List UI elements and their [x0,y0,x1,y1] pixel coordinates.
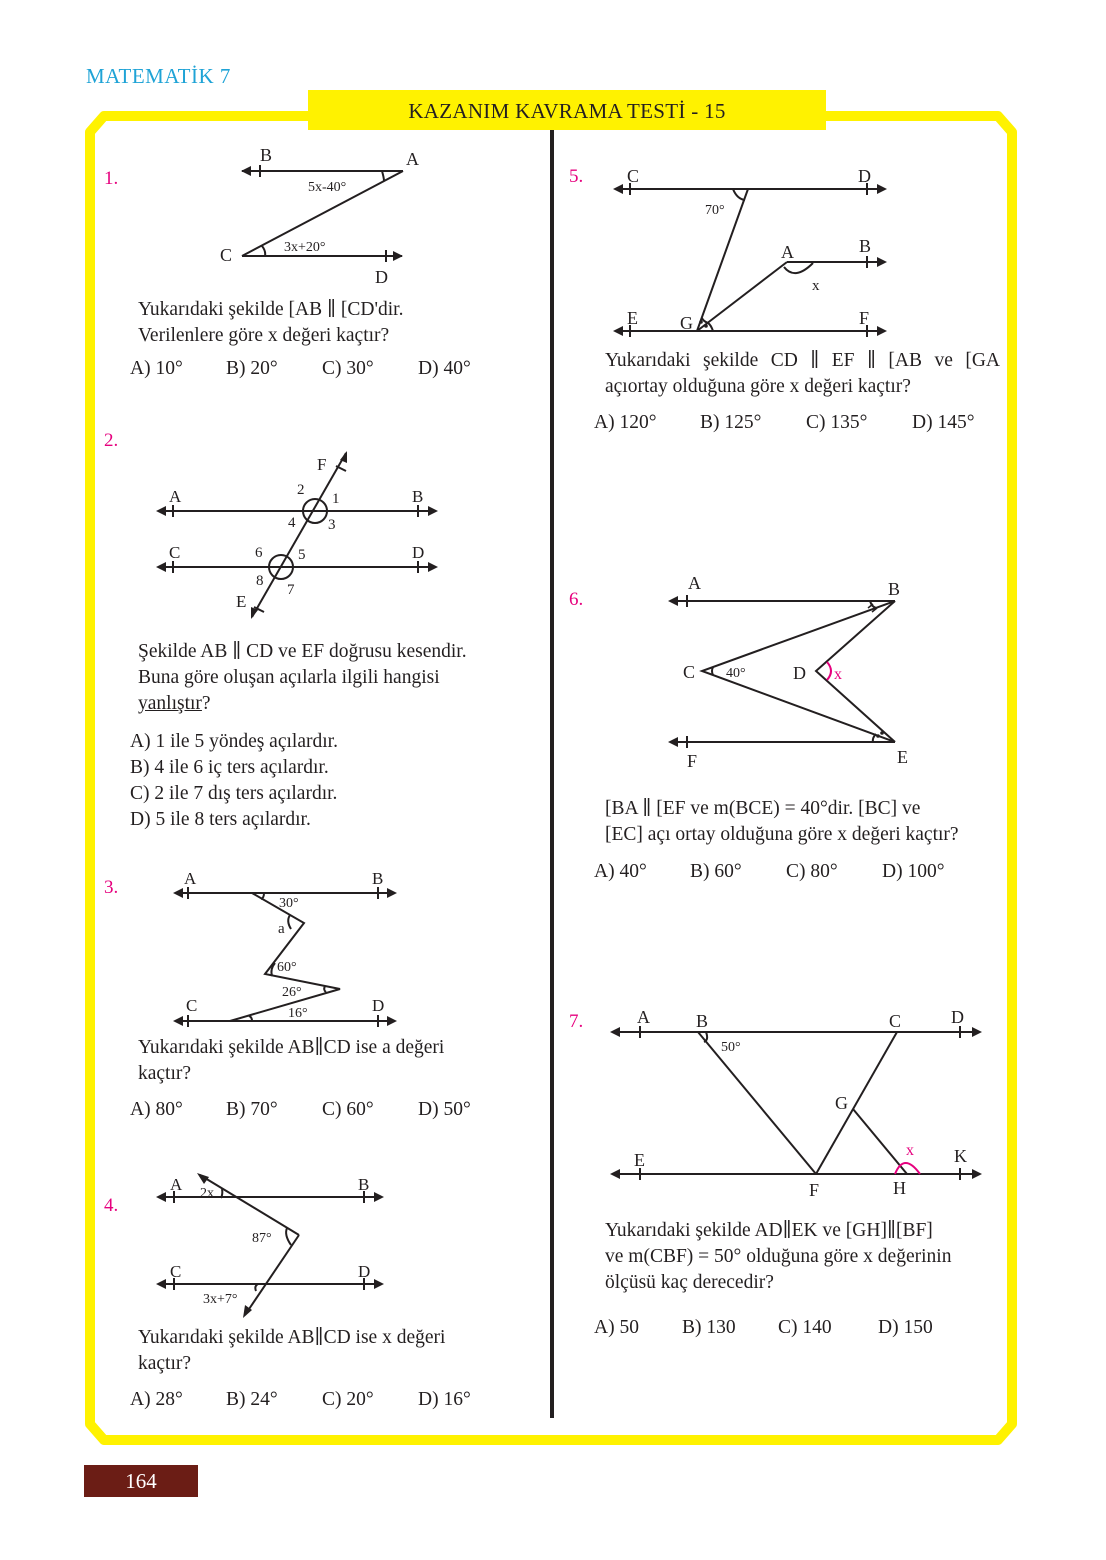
q2-option-a[interactable]: A) 1 ile 5 yöndeş açılardır. [130,731,338,752]
q7-label-c: C [889,1011,902,1031]
q1-option-d[interactable]: D) 40° [418,358,471,379]
q1-line1: Yukarıdaki şekilde [AB ∥ [CD'dir. [138,299,404,320]
q7-option-a[interactable]: A) 50 [594,1317,639,1338]
q2-underlined-word: yanlıştır [138,693,202,714]
q1-option-a[interactable]: A) 10° [130,358,183,379]
q5-option-c[interactable]: C) 135° [806,412,868,433]
q4-label-b: B [358,1175,370,1194]
q2-angle-7: 7 [287,582,295,598]
q3-option-d[interactable]: D) 50° [418,1099,471,1120]
q6-label-e: E [897,747,908,767]
q5-number: 5. [569,166,584,187]
q3-option-a[interactable]: A) 80° [130,1099,183,1120]
q6-label-c: C [683,662,696,682]
q5-angle-70: 70° [705,203,725,218]
q4-figure [150,1165,400,1325]
q4-option-b[interactable]: B) 24° [226,1389,278,1410]
q7-text [605,1218,951,1296]
q4-text [138,1325,445,1377]
q2-number: 2. [104,430,119,451]
q6-line2: [EC] açı ortay olduğuna göre x değeri kaçtır? [605,824,959,845]
q2-option-b[interactable]: B) 4 ile 6 iç ters açılardır. [130,757,329,778]
q3-line1: Yukarıdaki şekilde AB∥CD ise a değeri [138,1037,445,1058]
q7-label-e: E [634,1150,645,1170]
q5-option-a[interactable]: A) 120° [594,412,657,433]
q1-angle-top: 5x-40° [308,180,347,195]
q7-label-k: K [954,1146,967,1166]
q4-angle-3x: 3x+7° [203,1292,238,1307]
q7-label-h: H [893,1178,906,1198]
q6-option-c[interactable]: C) 80° [786,861,838,882]
q5-label-e: E [627,308,638,328]
q6-option-d[interactable]: D) 100° [882,861,945,882]
q6-options [594,861,945,883]
q1-figure [200,140,440,290]
q1-label-b: B [260,145,273,165]
q4-option-d[interactable]: D) 16° [418,1389,471,1410]
q1-number: 1. [104,168,119,189]
q6-number: 6. [569,589,584,610]
q5-label-a: A [781,242,794,262]
q5-label-d: D [858,166,871,186]
q3-angle-30: 30° [279,896,299,911]
q3-label-c: C [186,996,198,1015]
q2-angle-5: 5 [298,547,306,563]
q2-line3-tail: ? [201,693,211,714]
q1-option-b[interactable]: B) 20° [226,358,278,379]
q1-text [138,297,403,349]
q2-option-c[interactable]: C) 2 ile 7 dış ters açılardır. [130,783,338,804]
q1-option-c[interactable]: C) 30° [322,358,374,379]
q3-label-a: A [184,869,197,888]
q6-label-a: A [688,573,701,593]
q4-option-c[interactable]: C) 20° [322,1389,374,1410]
q7-option-c[interactable]: C) 140 [778,1317,832,1338]
q5-options [594,412,975,434]
q3-figure [160,865,410,1035]
q6-figure [660,570,920,770]
q4-options [130,1389,471,1411]
q5-angle-x: x [812,278,820,294]
q2-figure [150,445,450,625]
q2-angle-4: 4 [288,515,296,531]
q7-angle-x: x [906,1142,914,1159]
q3-angle-a: a [278,921,285,937]
q4-option-a[interactable]: A) 28° [130,1389,183,1410]
q2-option-d[interactable]: D) 5 ile 8 ters açılardır. [130,809,311,830]
q4-line2: kaçtır? [138,1353,192,1374]
q2-angle-1: 1 [332,491,340,507]
q5-label-c: C [627,166,640,186]
q6-label-d: D [793,663,806,683]
subject-header: MATEMATİK 7 [86,64,231,88]
q2-label-c: C [169,543,181,562]
q5-option-d[interactable]: D) 145° [912,412,975,433]
q5-label-b: B [859,236,872,256]
page-number: 164 [84,1465,198,1497]
q7-label-g: G [835,1093,848,1113]
q7-line1: Yukarıdaki şekilde AD∥EK ve [GH]∥[BF] [605,1220,933,1241]
q3-option-c[interactable]: C) 60° [322,1099,374,1120]
q3-angle-60: 60° [277,960,297,975]
q3-label-b: B [372,869,384,888]
q2-label-d: D [412,543,425,562]
q7-figure [600,1000,990,1210]
q6-label-f: F [687,751,698,771]
q5-label-f: F [859,308,870,328]
q2-line2: Buna göre oluşan açılarla ilgili hangisi [138,667,440,688]
q3-option-b[interactable]: B) 70° [226,1099,278,1120]
q4-label-d: D [358,1262,371,1281]
q2-label-f: F [317,455,327,474]
q7-option-b[interactable]: B) 130 [682,1317,736,1338]
q7-label-d: D [951,1007,964,1027]
q4-number: 4. [104,1195,119,1216]
q3-text [138,1035,444,1087]
q1-line2: Verilenlere göre x değeri kaçtır? [138,325,390,346]
q2-angle-3: 3 [328,517,336,533]
q5-label-g: G [680,313,693,333]
q1-options [130,358,471,380]
q4-angle-2x: 2x [200,1186,214,1201]
q1-angle-bottom: 3x+20° [284,240,326,255]
q5-figure [600,155,900,345]
q7-number: 7. [569,1011,584,1032]
test-title: KAZANIM KAVRAMA TESTİ - 15 [308,90,826,130]
q5-text [605,348,1000,400]
q1-label-c: C [220,245,233,265]
q3-number: 3. [104,877,119,898]
q4-angle-87: 87° [252,1231,272,1246]
q3-label-d: D [372,996,385,1015]
q3-options [130,1099,471,1121]
q2-options [130,729,338,833]
q5-line1: Yukarıdaki şekilde CD ∥ EF ∥ [AB ve [GA [605,350,1000,371]
q7-line3: ölçüsü kaç derecedir? [605,1272,774,1293]
q6-angle-x: x [834,666,842,683]
q3-angle-26: 26° [282,985,302,1000]
q1-label-d: D [375,267,388,287]
q7-line2: ve m(CBF) = 50° olduğuna göre x değerinin [605,1246,952,1267]
q3-line2: kaçtır? [138,1063,192,1084]
q6-option-b[interactable]: B) 60° [690,861,742,882]
q6-angle-40: 40° [726,666,746,681]
q6-line1: [BA ∥ [EF ve m(BCE) = 40°dir. [BC] ve [605,798,921,819]
q2-label-b: B [412,487,424,506]
q2-angle-2: 2 [297,482,305,498]
q7-angle-50: 50° [721,1040,741,1055]
q2-angle-6: 6 [255,545,263,561]
q5-line2: açıortay olduğuna göre x değeri kaçtır? [605,376,911,397]
q2-label-a: A [169,487,182,506]
q1-label-a: A [406,149,419,169]
q4-label-c: C [170,1262,182,1281]
q7-label-a: A [637,1007,650,1027]
q7-label-f: F [809,1180,820,1200]
q2-label-e: E [236,592,247,611]
q6-label-b: B [888,579,901,599]
q5-option-b[interactable]: B) 125° [700,412,762,433]
q2-line3 [138,691,467,717]
q7-label-b: B [696,1011,709,1031]
q7-options [594,1317,933,1339]
q6-option-a[interactable]: A) 40° [594,861,647,882]
q2-line1: Şekilde AB ∥ CD ve EF doğrusu kesendir. [138,641,467,662]
q4-line1: Yukarıdaki şekilde AB∥CD ise x değeri [138,1327,446,1348]
q7-option-d[interactable]: D) 150 [878,1317,933,1338]
q3-angle-16: 16° [288,1006,308,1021]
q4-label-a: A [170,1175,183,1194]
q2-angle-8: 8 [256,573,264,589]
q6-text [605,796,959,848]
q2-text [138,639,467,717]
column-divider [550,130,554,1418]
